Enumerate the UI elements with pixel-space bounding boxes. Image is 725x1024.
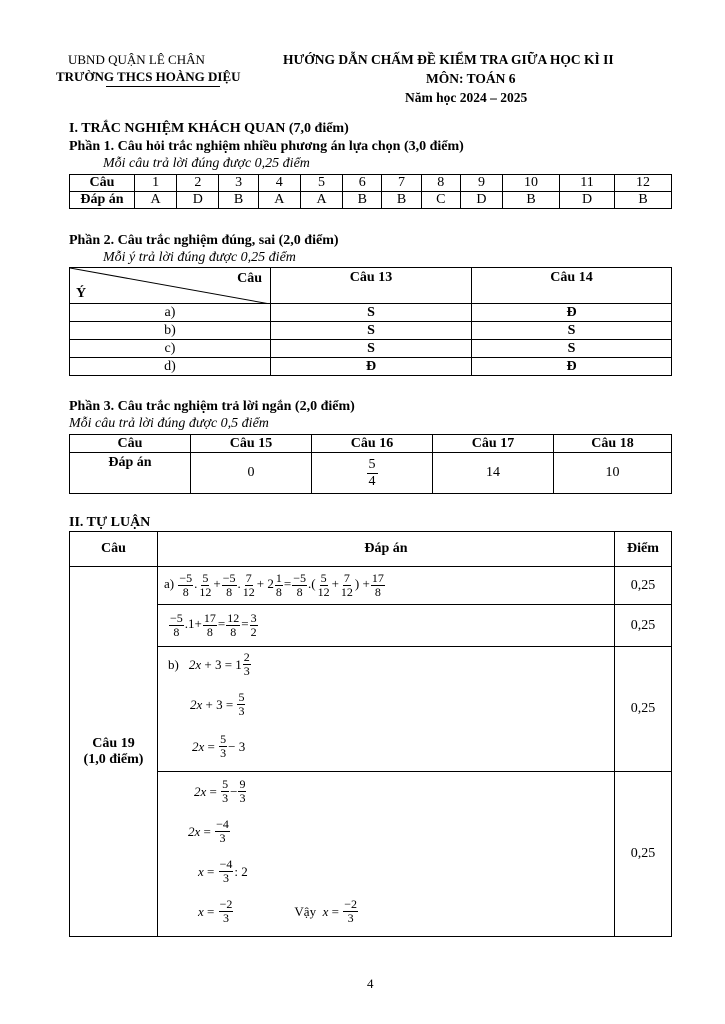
answer-a-line2 <box>158 605 615 647</box>
section2-title: II. TỰ LUẬN <box>69 515 151 530</box>
math-line: b) 2x + 3 = 1 $\frac{2}{3}$ <box>168 650 250 678</box>
part1-question: 11 <box>560 175 615 192</box>
part1-question: 4 <box>258 175 300 192</box>
part2-title: Phần 2. Câu trắc nghiệm đúng, sai (2,0 điểm) <box>69 233 339 248</box>
part1-answer: A <box>258 192 300 209</box>
part3-title: Phần 3. Câu trắc nghiệm trả lời ngắn (2,0 điểm) <box>69 399 355 414</box>
conclusion-label: Vậy <box>294 903 317 919</box>
part1-question: 9 <box>460 175 502 192</box>
part1-question: 8 <box>421 175 460 192</box>
q19-label: Câu 19 <box>92 735 135 751</box>
part3-note: Mỗi câu trả lời đúng được 0,5 điểm <box>69 416 269 431</box>
part1-question: 12 <box>614 175 671 192</box>
part1-answer: B <box>343 192 382 209</box>
part2-table <box>69 267 672 376</box>
part3-h18: Câu 18 <box>554 435 672 453</box>
part2-q13: S <box>271 304 472 322</box>
part1-question: 1 <box>135 175 177 192</box>
part3-h-cau: Câu <box>70 435 191 453</box>
part1-label-answer: Đáp án <box>70 192 135 209</box>
part1-question: 5 <box>300 175 342 192</box>
part2-item: c) <box>70 340 271 358</box>
math-line: 2x = $\frac{-4}{3}$ <box>188 817 229 845</box>
essay-h-dapan: Đáp án <box>158 532 615 567</box>
part2-corner-cell <box>70 268 271 304</box>
answer-b-part1 <box>158 647 615 772</box>
part3-table <box>69 434 672 494</box>
part1-answer: A <box>300 192 342 209</box>
part2-q14: Đ <box>472 358 672 376</box>
part3-a18: 10 <box>554 453 672 494</box>
part2-header-14: Câu 14 <box>472 268 672 304</box>
part1-question: 6 <box>343 175 382 192</box>
math-line: x = $\frac{-4}{3}$ : 2 <box>198 857 248 885</box>
score-cell: 0,25 <box>615 567 672 605</box>
part1-title: Phần 1. Câu hỏi trắc nghiệm nhiều phương án lựa chọn (3,0 điểm) <box>69 139 464 154</box>
essay-table <box>69 531 672 937</box>
part3-answer-label: Đáp án <box>70 453 191 494</box>
part3-a17: 14 <box>433 453 554 494</box>
part1-table <box>69 174 672 209</box>
doc-year: Năm học 2024 – 2025 <box>405 90 528 105</box>
part2-q14: S <box>472 322 672 340</box>
section1-title: I. TRẮC NGHIỆM KHÁCH QUAN (7,0 điểm) <box>69 121 349 136</box>
part1-label-question: Câu <box>70 175 135 192</box>
part1-answer: A <box>135 192 177 209</box>
part2-q13: Đ <box>271 358 472 376</box>
a16-numerator: 5 <box>368 456 376 472</box>
part1-answer: D <box>560 192 615 209</box>
part1-answer: B <box>382 192 421 209</box>
part3-a15: 0 <box>191 453 312 494</box>
part1-question: 7 <box>382 175 421 192</box>
doc-subject: MÔN: TOÁN 6 <box>426 71 516 86</box>
math-line: 2x = $\frac{5}{3}$ − 3 <box>192 732 246 760</box>
score-cell: 0,25 <box>615 647 672 772</box>
answer-b-part2 <box>158 772 615 937</box>
math-expression: a) $\frac{-5}{8}$ . $\frac{5}{12}$ + $\frac{-5}{8}$ . $\frac{7}{12}$ + 2 $\frac{1}{8}$ = $\frac{-5}{8}$ .( $\frac{5}{12}$ + $\frac{7}{12}$ ) + $\frac{17}{8}$ <box>164 571 384 599</box>
district-name: UBND QUẬN LÊ CHÂN <box>68 52 205 67</box>
math-line: 2x = $\frac{5}{3}$ − $\frac{9}{3}$ <box>194 777 246 805</box>
corner-bottom-label: Ý <box>76 286 87 301</box>
part3-h15: Câu 15 <box>191 435 312 453</box>
part2-q14: S <box>472 340 672 358</box>
score-cell: 0,25 <box>615 772 672 937</box>
part1-question: 2 <box>177 175 219 192</box>
part1-answer: D <box>177 192 219 209</box>
part2-item: a) <box>70 304 271 322</box>
part2-q14: Đ <box>472 304 672 322</box>
corner-top-label: Câu <box>237 271 262 286</box>
part2-item: d) <box>70 358 271 376</box>
part1-note: Mỗi câu trả lời đúng được 0,25 điểm <box>103 156 310 171</box>
part2-q13: S <box>271 322 472 340</box>
math-expression: $\frac{-5}{8}$ .1+ $\frac{17}{8}$ = $\frac{12}{8}$ = $\frac{3}{2}$ <box>170 611 257 639</box>
part1-answer: B <box>503 192 560 209</box>
math-line: 2x + 3 = $\frac{5}{3}$ <box>190 690 245 718</box>
a16-denominator: 4 <box>368 473 376 489</box>
school-underline <box>106 86 220 87</box>
part3-h16: Câu 16 <box>312 435 433 453</box>
page-number: 4 <box>367 976 374 991</box>
part1-answer: B <box>614 192 671 209</box>
part3-h17: Câu 17 <box>433 435 554 453</box>
essay-h-diem: Điểm <box>615 532 672 567</box>
q19-label-cell <box>70 567 158 937</box>
answer-a-line1 <box>158 567 615 605</box>
part3-a16 <box>312 453 433 494</box>
part1-answer: C <box>421 192 460 209</box>
part1-answer: D <box>460 192 502 209</box>
school-name: TRƯỜNG THCS HOÀNG DIỆU <box>56 69 241 84</box>
essay-h-cau: Câu <box>70 532 158 567</box>
doc-title: HƯỚNG DẪN CHẤM ĐỀ KIỂM TRA GIỮA HỌC KÌ II <box>283 52 614 67</box>
part2-item: b) <box>70 322 271 340</box>
math-line: x = $\frac{-2}{3}$ Vậy x = $\frac{-2}{3}$ <box>198 897 357 925</box>
part1-answer: B <box>219 192 258 209</box>
part1-question: 3 <box>219 175 258 192</box>
q19-points: (1,0 điểm) <box>83 751 144 767</box>
score-cell: 0,25 <box>615 605 672 647</box>
part2-note: Mỗi ý trả lời đúng được 0,25 điểm <box>103 250 296 265</box>
part2-header-13: Câu 13 <box>271 268 472 304</box>
part2-q13: S <box>271 340 472 358</box>
part1-question: 10 <box>503 175 560 192</box>
